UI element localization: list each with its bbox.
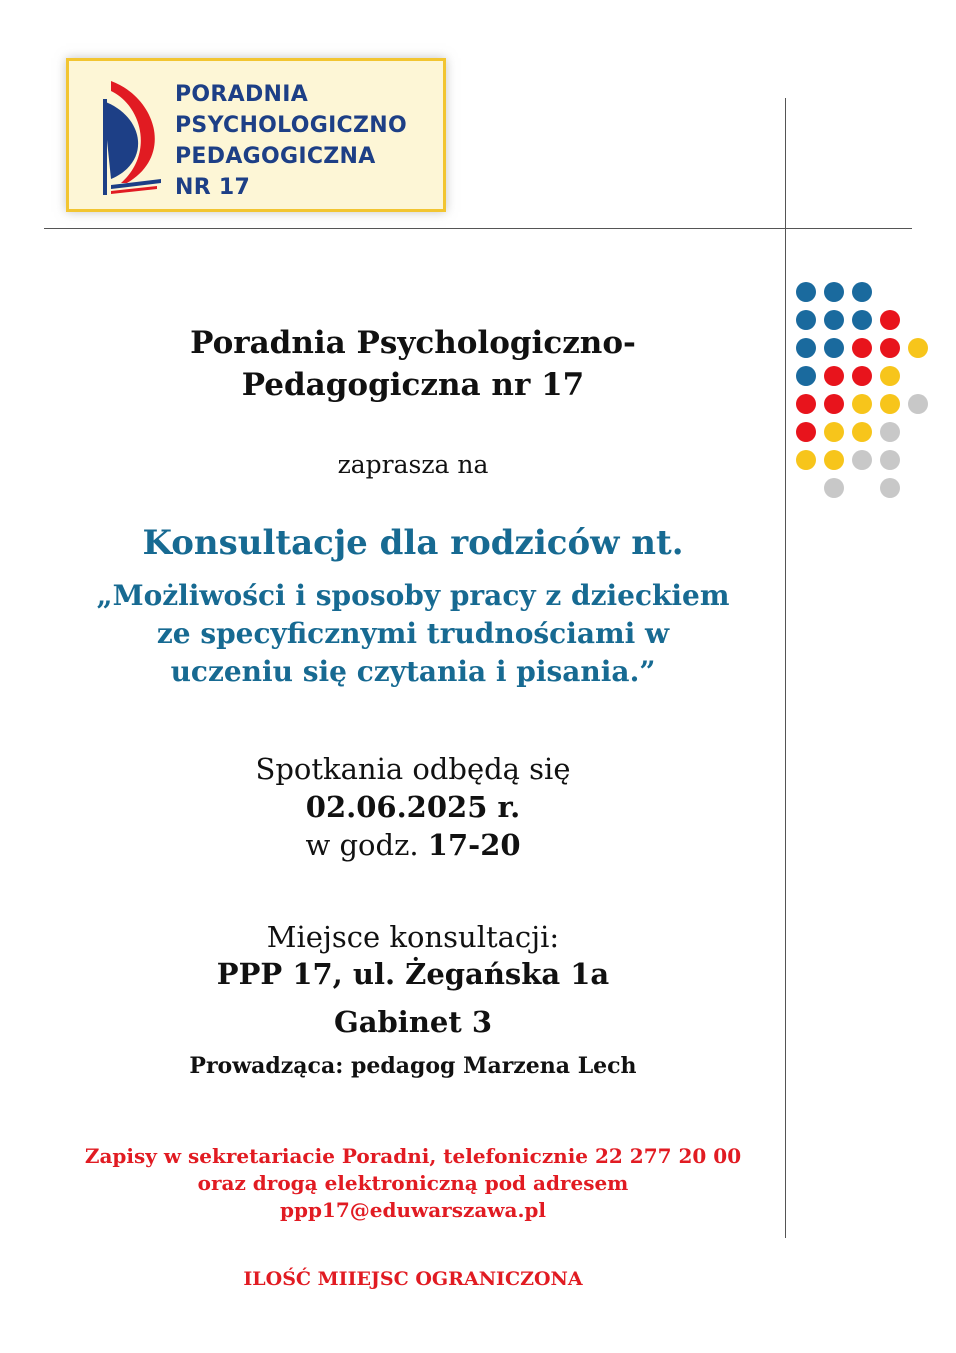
logo-line: PORADNIA: [175, 82, 309, 107]
signup-email[interactable]: ppp17@eduwarszawa.pl: [279, 1198, 547, 1222]
logo-text: [175, 79, 407, 203]
decor-dot: [824, 338, 844, 358]
decor-dot: [880, 450, 900, 470]
decor-dot: [852, 338, 872, 358]
decor-dot: [880, 366, 900, 386]
decor-dot: [908, 394, 928, 414]
org-line-2: Pedagogiczna nr 17: [241, 367, 585, 403]
decor-dot: [852, 450, 872, 470]
decor-dot: [824, 282, 844, 302]
decor-dot: [852, 394, 872, 414]
subtitle-line: „Możliwości i sposoby pracy z dzieckiem: [96, 579, 730, 612]
schedule-time: 17-20: [427, 828, 521, 862]
logo-line: PSYCHOLOGICZNO: [175, 113, 407, 138]
decor-dot: [880, 394, 900, 414]
subtitle-line: ze specyficznymi trudnościami w: [156, 617, 670, 650]
decor-dot: [824, 310, 844, 330]
decor-dot: [852, 310, 872, 330]
decor-dot: [796, 422, 816, 442]
decor-dot: [824, 478, 844, 498]
decor-dot: [824, 450, 844, 470]
decor-dot: [796, 282, 816, 302]
sail-logo-icon: [97, 75, 169, 199]
schedule-date: 02.06.2025 r.: [305, 790, 521, 824]
location-address: PPP 17, ul. Żegańska 1a: [216, 957, 610, 991]
decor-dot: [824, 422, 844, 442]
schedule: [40, 750, 786, 864]
horizontal-divider: [44, 228, 912, 229]
decor-dot: [908, 338, 928, 358]
decor-dot: [880, 310, 900, 330]
decor-dot: [852, 422, 872, 442]
logo-box: [66, 58, 446, 212]
decor-dot: [852, 282, 872, 302]
decor-dot: [796, 450, 816, 470]
decor-dot: [796, 394, 816, 414]
location-room: Gabinet 3: [333, 1005, 493, 1039]
event-title: Konsultacje dla rodziców nt.: [142, 523, 684, 563]
schedule-time-prefix: w godz.: [305, 828, 419, 862]
logo-line: PEDAGOGICZNA: [175, 144, 376, 169]
decor-dot: [796, 366, 816, 386]
event-subtitle: [40, 577, 786, 691]
signup-line-1: Zapisy w sekretariacie Poradni, telefonicznie 22 277 20 00: [84, 1144, 742, 1168]
decor-dot: [796, 310, 816, 330]
signup-line-2: oraz drogą elektroniczną pod adresem: [197, 1171, 629, 1195]
subtitle-line: uczeniu się czytania i pisania.”: [170, 655, 656, 688]
schedule-intro: Spotkania odbędą się: [255, 752, 571, 786]
limited-seats-notice: ILOŚĆ MIIEJSC OGRANICZONA: [243, 1268, 583, 1290]
invite-text: zaprasza na: [337, 450, 489, 479]
decor-dot: [824, 366, 844, 386]
org-line-1: Poradnia Psychologiczno-: [190, 325, 636, 361]
logo-line: NR 17: [175, 175, 251, 200]
signup-info: [40, 1143, 786, 1224]
decor-dot: [880, 422, 900, 442]
location-label: Miejsce konsultacji:: [266, 920, 560, 954]
decor-dot: [824, 394, 844, 414]
host-name: Prowadząca: pedagog Marzena Lech: [189, 1053, 637, 1079]
schedule-time-row: [40, 826, 786, 864]
decor-dot: [880, 478, 900, 498]
decor-dot: [852, 366, 872, 386]
organization-name: [40, 322, 786, 406]
decor-dot: [796, 338, 816, 358]
decor-dot: [880, 338, 900, 358]
